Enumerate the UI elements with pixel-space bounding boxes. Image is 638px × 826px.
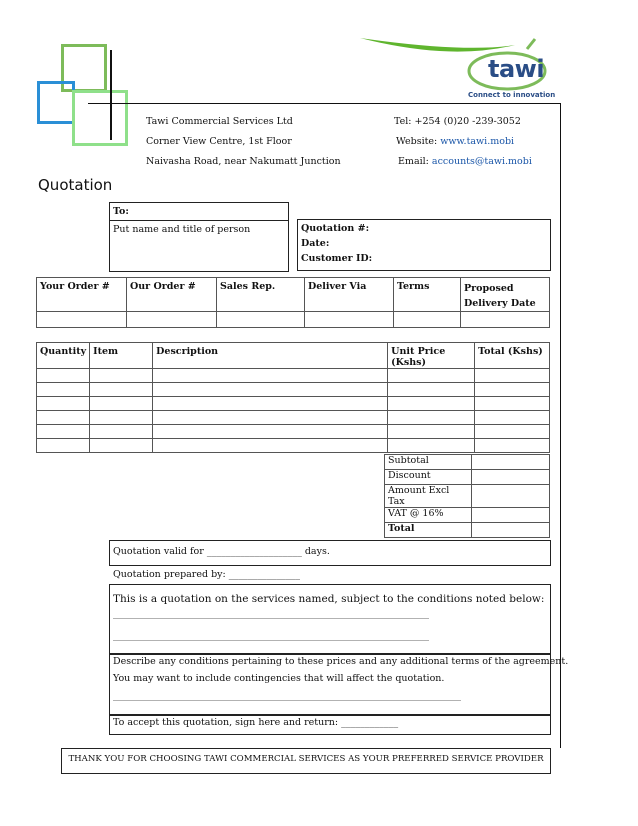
- to-name-field[interactable]: Put name and title of person: [113, 224, 251, 235]
- col-your-order: Your Order #: [37, 278, 127, 312]
- company-email-row: [398, 156, 532, 167]
- col-terms: Terms: [394, 278, 461, 312]
- vat-label: VAT @ 16%: [385, 508, 472, 523]
- validity-text[interactable]: Quotation valid for ____________________ days.: [113, 546, 330, 557]
- describe-line-1: Describe any conditions pertaining to these prices and any additional terms of the agreement.: [113, 656, 569, 667]
- col-our-order: Our Order #: [127, 278, 217, 312]
- accept-text[interactable]: To accept this quotation, sign here and return: ____________: [113, 717, 399, 728]
- logo-brand: tawi: [488, 55, 545, 83]
- company-address1: Corner View Centre, 1st Floor: [146, 136, 292, 147]
- conditions-blank-1[interactable]: _______________________________________________________________________________: [113, 610, 429, 619]
- company-website-row: [396, 136, 514, 147]
- col-item: Item: [90, 343, 153, 369]
- col-delivery-date: Proposed Delivery Date: [461, 278, 550, 312]
- col-sales-rep: Sales Rep.: [217, 278, 305, 312]
- discount-label: Discount: [385, 470, 472, 485]
- vat-value[interactable]: [472, 508, 550, 523]
- decor-lightgreen-square: [72, 90, 128, 146]
- conditions-blank-2[interactable]: _______________________________________________________________________________: [113, 632, 429, 641]
- quotation-number-label: Quotation #:: [301, 223, 370, 234]
- footer-text: THANK YOU FOR CHOOSING TAWI COMMERCIAL SERVICES AS YOUR PREFERRED SERVICE PROVIDER: [68, 754, 544, 764]
- website-label: Website:: [396, 136, 438, 147]
- email-link[interactable]: accounts@tawi.mobi: [431, 156, 532, 167]
- cell-delivery-date[interactable]: [461, 312, 550, 328]
- table-row: [37, 425, 550, 439]
- to-label: To:: [113, 206, 129, 217]
- col-total: Total (Kshs): [475, 343, 550, 369]
- col-unit-price: Unit Price (Kshs): [388, 343, 475, 369]
- company-tel: Tel: +254 (0)20 -239-3052: [394, 116, 521, 127]
- col-description: Description: [153, 343, 388, 369]
- table-row: [37, 383, 550, 397]
- order-table: [36, 277, 550, 328]
- email-label: Email:: [398, 156, 429, 167]
- logo-tagline: Connect to innovation: [468, 91, 556, 99]
- table-row: [37, 439, 550, 453]
- cell-terms[interactable]: [394, 312, 461, 328]
- right-border-line: [560, 103, 561, 748]
- customer-id-label: Customer ID:: [301, 253, 373, 264]
- describe-blank[interactable]: _______________________________________________________________________________________: [113, 692, 461, 701]
- decor-vertical-line: [110, 50, 112, 140]
- col-deliver-via: Deliver Via: [305, 278, 394, 312]
- cell-your-order[interactable]: [37, 312, 127, 328]
- subtotal-value[interactable]: [472, 455, 550, 470]
- conditions-intro: This is a quotation on the services named, subject to the conditions noted below:: [113, 593, 545, 605]
- to-box: [109, 202, 289, 272]
- company-name: Tawi Commercial Services Ltd: [146, 116, 293, 127]
- discount-value[interactable]: [472, 470, 550, 485]
- total-label: Total: [385, 523, 472, 538]
- decor-blue-square: [37, 81, 75, 124]
- doc-title: Quotation: [38, 176, 113, 194]
- table-row: [37, 397, 550, 411]
- table-row: [37, 369, 550, 383]
- decor-horizontal-line: [88, 103, 561, 104]
- col-quantity: Quantity: [37, 343, 90, 369]
- table-row: [37, 411, 550, 425]
- cell-our-order[interactable]: [127, 312, 217, 328]
- website-link[interactable]: www.tawi.mobi: [440, 136, 515, 147]
- describe-line-2: You may want to include contingencies that will affect the quotation.: [113, 673, 445, 684]
- amount-excl-value[interactable]: [472, 485, 550, 508]
- cell-deliver-via[interactable]: [305, 312, 394, 328]
- subtotal-label: Subtotal: [385, 455, 472, 470]
- date-label: Date:: [301, 238, 330, 249]
- cell-sales-rep[interactable]: [217, 312, 305, 328]
- items-table: [36, 342, 550, 453]
- total-value[interactable]: [472, 523, 550, 538]
- totals-table: [384, 454, 550, 538]
- company-address2: Naivasha Road, near Nakumatt Junction: [146, 156, 341, 167]
- amount-excl-label: Amount Excl Tax: [385, 485, 472, 508]
- prepared-by-text[interactable]: Quotation prepared by: _______________: [113, 569, 300, 580]
